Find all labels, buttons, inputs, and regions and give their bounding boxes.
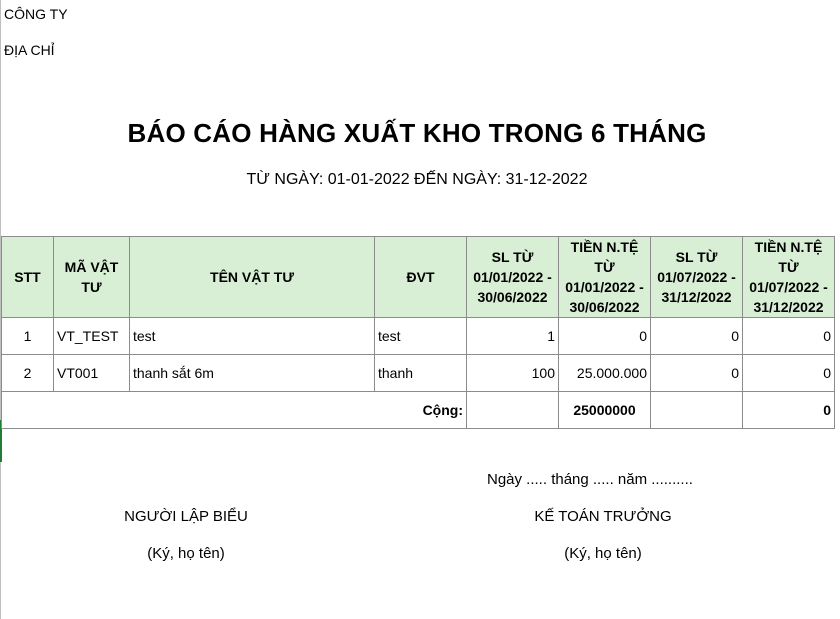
column-header-qty-first-half: SL TỪ 01/01/2022 - 30/06/2022: [467, 237, 559, 318]
column-header-unit: ĐVT: [375, 237, 467, 318]
cell-item-code: VT001: [54, 355, 130, 392]
report-title: BÁO CÁO HÀNG XUẤT KHO TRONG 6 THÁNG: [127, 118, 707, 148]
cell-item-name: test: [130, 318, 375, 355]
chief-accountant-title: KẾ TOÁN TRƯỞNG: [534, 508, 672, 525]
column-header-qty-second-half: SL TỪ 01/07/2022 - 31/12/2022: [651, 237, 743, 318]
cell-qty-second-half: 0: [651, 355, 743, 392]
column-header-item-name: TÊN VẬT TƯ: [130, 237, 375, 318]
cell-qty-first-half: 100: [467, 355, 559, 392]
column-header-amount-second-half: TIỀN N.TỆ TỪ 01/07/2022 - 31/12/2022: [743, 237, 835, 318]
cell-total-amount-second-half: 0: [743, 392, 835, 429]
table-row: [2, 318, 835, 355]
preparer-signature-note: (Ký, họ tên): [147, 545, 225, 562]
column-header-amount-first-half: TIỀN N.TỆ TỪ 01/01/2022 - 30/06/2022: [559, 237, 651, 318]
cell-total-qty-second-half: [651, 392, 743, 429]
cell-amount-first-half: 0: [559, 318, 651, 355]
chief-accountant-signature-note: (Ký, họ tên): [564, 545, 642, 562]
cell-total-amount-first-half: 25000000: [559, 392, 651, 429]
cell-item-name: thanh sắt 6m: [130, 355, 375, 392]
column-header-stt: STT: [2, 237, 54, 318]
cell-stt: 2: [2, 355, 54, 392]
report-table: [1, 236, 835, 429]
signature-date-line: Ngày ..... tháng ..... năm ..........: [487, 471, 693, 488]
table-header-row: [2, 237, 835, 318]
cell-unit: test: [375, 318, 467, 355]
cell-qty-first-half: 1: [467, 318, 559, 355]
cell-item-code: VT_TEST: [54, 318, 130, 355]
cell-stt: 1: [2, 318, 54, 355]
cell-qty-second-half: 0: [651, 318, 743, 355]
cell-total-qty-first-half: [467, 392, 559, 429]
cell-unit: thanh: [375, 355, 467, 392]
cell-amount-first-half: 25.000.000: [559, 355, 651, 392]
cell-amount-second-half: 0: [743, 318, 835, 355]
column-header-item-code: MÃ VẬT TƯ: [54, 237, 130, 318]
table-total-row: [2, 392, 835, 429]
table-row: [2, 355, 835, 392]
company-name: CÔNG TY: [4, 6, 68, 22]
preparer-title: NGƯỜI LẬP BIỂU: [124, 508, 248, 525]
total-label: Cộng:: [2, 392, 467, 429]
company-address: ĐỊA CHỈ: [4, 42, 55, 58]
cell-amount-second-half: 0: [743, 355, 835, 392]
report-period: TỪ NGÀY: 01-01-2022 ĐẾN NGÀY: 31-12-2022: [246, 171, 588, 188]
